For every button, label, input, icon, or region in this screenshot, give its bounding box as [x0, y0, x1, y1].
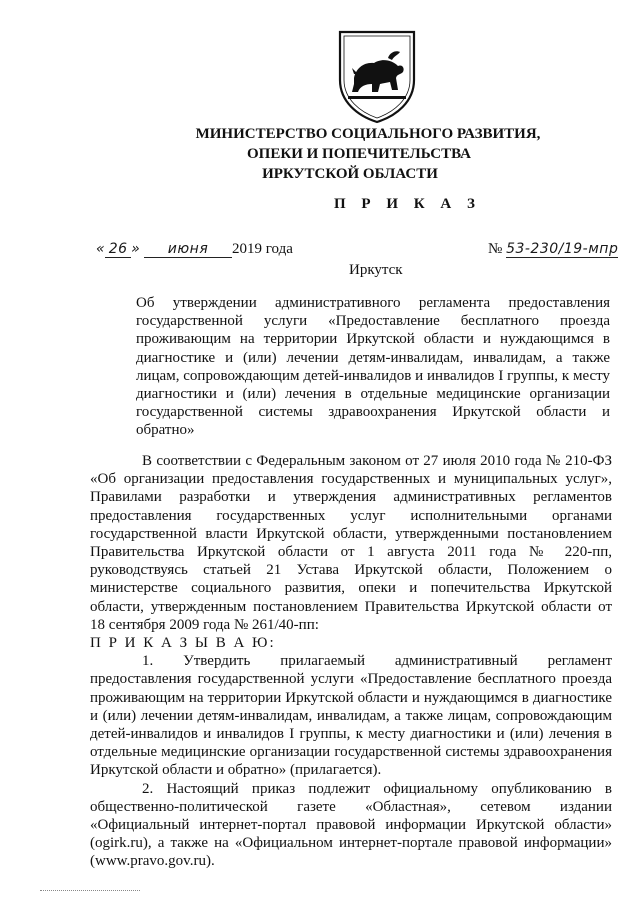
order-title: П Р И К А З: [334, 196, 481, 212]
number-value: 53-230/19-мпр: [506, 241, 619, 257]
date-quote-open: «: [96, 241, 106, 257]
date-year: 2019 года: [232, 241, 293, 257]
preamble-paragraph: В соответствии с Федеральным законом от 27 июля 2010 года № 210-ФЗ «Об организации предоставления государственных и муниципальных услуг», Правилами разработки и утверждения административных регламентов предоставления государственных услуг исполнительными органами государственной власти Иркутской области, утвержденными постановлением Правительства Иркутской области от 1 августа 2011 года № 220-пп, руководствуясь статьей 21 Устава Иркутской области, Положением о министерстве социального развития, опеки и попечительства Иркутской области, утвержденным постановлением Правительства Иркутской области от 18 сентября 2009 года № 261/40-пп:: [90, 453, 612, 633]
number-sign: №: [488, 241, 503, 257]
city: Иркутск: [349, 262, 403, 278]
item-1-paragraph: 1. Утвердить прилагаемый административный регламент предоставления государственной услуги «Предоставление бесплатного проезда проживающим на территории Иркутской области и нуждающимся в диагностике и (или) лечении детям-инвалидам, инвалидам, а также лицам, сопровождающим детей-инвалидов и инвалидов I группы, к месту диагностики и (или) лечения в отдельные медицинские организации государственной системы здравоохранения Иркутской области и обратно» (прилагается).: [90, 653, 612, 779]
item-2-paragraph: 2. Настоящий приказ подлежит официальному опубликованию в общественно-политической газете «Областная», сетевом издании «Официальный интернет-портал правовой информации Иркутской области» (ogirk.ru), а также на «Официальном интернет-портале правовой информации» (www.pravo.gov.ru).: [90, 780, 612, 870]
order-subject: Об утверждении административного регламента предоставления государственной услуги «Предоставление бесплатного проезда проживающим на территории Иркутской области и нуждающимся в диагностике и (или) лечении детям-инвалидам, инвалидам, а также лицам, сопровождающим детей-инвалидов и инвалидов I группы, к месту диагностики и (или) лечения в отдельные медицинские организации государственной системы здравоохранения Иркутской области и обратно»: [136, 295, 610, 439]
order-date: [96, 241, 293, 258]
header-line-2: ОПЕКИ И ПОПЕЧИТЕЛЬСТВА: [247, 146, 471, 162]
ministry-header: [0, 124, 640, 184]
footer-divider: [40, 890, 140, 891]
date-day: 26: [105, 241, 131, 258]
order-number: [488, 241, 618, 258]
order-body: [90, 452, 612, 871]
coat-of-arms-icon: [334, 28, 420, 124]
header-line-1: МИНИСТЕРСТВО СОЦИАЛЬНОГО РАЗВИТИЯ,: [195, 126, 541, 142]
decree-heading: П Р И К А З Ы В А Ю:: [90, 635, 276, 652]
header-line-3: ИРКУТСКОЙ ОБЛАСТИ: [262, 166, 438, 182]
date-month: июня: [144, 241, 232, 258]
date-quote-close: »: [131, 241, 141, 257]
